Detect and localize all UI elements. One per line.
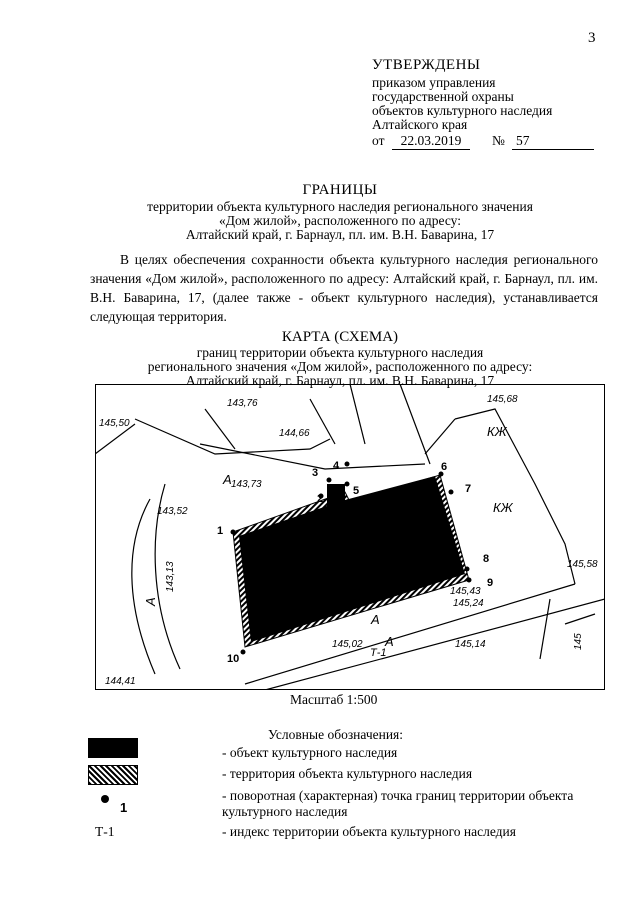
legend-item: - территория объекта культурного наследия	[222, 766, 473, 781]
number-prefix: №	[492, 133, 505, 148]
turning-point	[449, 490, 454, 495]
point-label: 8	[483, 553, 490, 565]
map-title: КАРТА (СХЕМА)	[281, 329, 399, 345]
elevation-label: 145,24	[453, 598, 484, 609]
approval-number: 57	[512, 133, 594, 150]
elevation-label: 145,68	[487, 394, 518, 405]
approval-line: приказом управления	[372, 75, 496, 90]
map-scale: Масштаб 1:500	[290, 692, 378, 707]
elevation-label: 145,58	[567, 559, 598, 570]
bounds-subtitle: Алтайский край, г. Барнаул, пл. им. В.Н. Баварина, 17	[185, 227, 495, 242]
point-label: 6	[441, 461, 448, 473]
map-subtitle: границ территории объекта культурного наследия	[196, 345, 484, 360]
road-label: А	[223, 472, 232, 487]
approval-date: 22.03.2019	[392, 133, 470, 150]
intro-paragraph: В целях обеспечения сохранности объекта культурного наследия регионального значения «Дом жилой», расположенного по адресу: Алтайский край, г. Барнаул, пл. им. В.Н. Баварина, 17, (далее также - объект культурного наследия), устанавливается следующая территория.	[90, 252, 598, 324]
point-label: 9	[487, 577, 494, 589]
point-label: 7	[465, 483, 472, 495]
legend-territory-swatch	[88, 765, 138, 785]
legend-item: - объект культурного наследия	[222, 745, 398, 760]
elevation-label: 145,50	[99, 418, 130, 429]
road-label: А	[371, 612, 380, 627]
turning-point	[327, 478, 332, 483]
legend-object-swatch	[88, 738, 138, 758]
elevation-label: 145,43	[450, 586, 481, 597]
site-map	[95, 384, 605, 690]
legend-item: - индекс территории объекта культурного наследия	[222, 824, 516, 839]
turning-point	[465, 567, 470, 572]
road-label: А	[385, 634, 394, 649]
point-label: 3	[312, 467, 319, 479]
point-label: 10	[227, 653, 240, 665]
legend-point-number: 1	[120, 800, 128, 815]
page-number: 3	[588, 30, 596, 46]
legend-item: - поворотная (характерная) точка границ территории объекта культурного наследия	[222, 788, 574, 819]
elevation-label: 145,02	[332, 639, 363, 650]
point-label: 5	[353, 485, 360, 497]
map-subtitle: регионального значения «Дом жилой», расположенного по адресу:	[147, 359, 533, 374]
map-subtitle: Алтайский край, г. Барнаул, пл. им. В.Н. Баварина, 17	[185, 373, 495, 388]
approval-title: УТВЕРЖДЕНЫ	[372, 57, 481, 73]
turning-point	[345, 462, 350, 467]
point-label: 2	[317, 493, 324, 505]
elevation-label: 144,41	[105, 676, 136, 687]
elevation-label: 143,52	[157, 506, 188, 517]
approval-line: Алтайского края	[372, 117, 468, 132]
road-label: А	[143, 597, 158, 606]
turning-point	[345, 482, 350, 487]
building-label: КЖ	[487, 424, 507, 439]
territory-index-label: Т-1	[370, 647, 387, 659]
bounds-subtitle: территории объекта культурного наследия регионального значения	[147, 199, 533, 214]
point-label: 1	[217, 525, 224, 537]
turning-point	[241, 650, 246, 655]
heritage-object	[239, 476, 465, 642]
elevation-label: 145,14	[455, 639, 486, 650]
turning-point	[467, 578, 472, 583]
building-label: КЖ	[493, 500, 513, 515]
legend-index-symbol: Т-1	[95, 824, 115, 839]
elevation-label: 143,76	[227, 398, 258, 409]
date-prefix: от	[372, 133, 385, 148]
elevation-label: 144,66	[279, 428, 310, 439]
approval-line: государственной охраны	[372, 89, 514, 104]
point-label: 4	[333, 460, 340, 472]
elevation-label: 143,13	[165, 561, 176, 592]
bounds-subtitle: «Дом жилой», расположенного по адресу:	[219, 213, 461, 228]
approval-line: объектов культурного наследия	[372, 103, 553, 118]
bounds-title: ГРАНИЦЫ	[302, 182, 378, 198]
legend-title: Условные обозначения:	[268, 727, 404, 742]
elevation-label: 143,73	[231, 479, 262, 490]
legend-point-icon	[101, 795, 109, 803]
turning-point	[231, 530, 236, 535]
approval-date-row	[372, 133, 602, 151]
elevation-label: 145	[573, 633, 584, 650]
